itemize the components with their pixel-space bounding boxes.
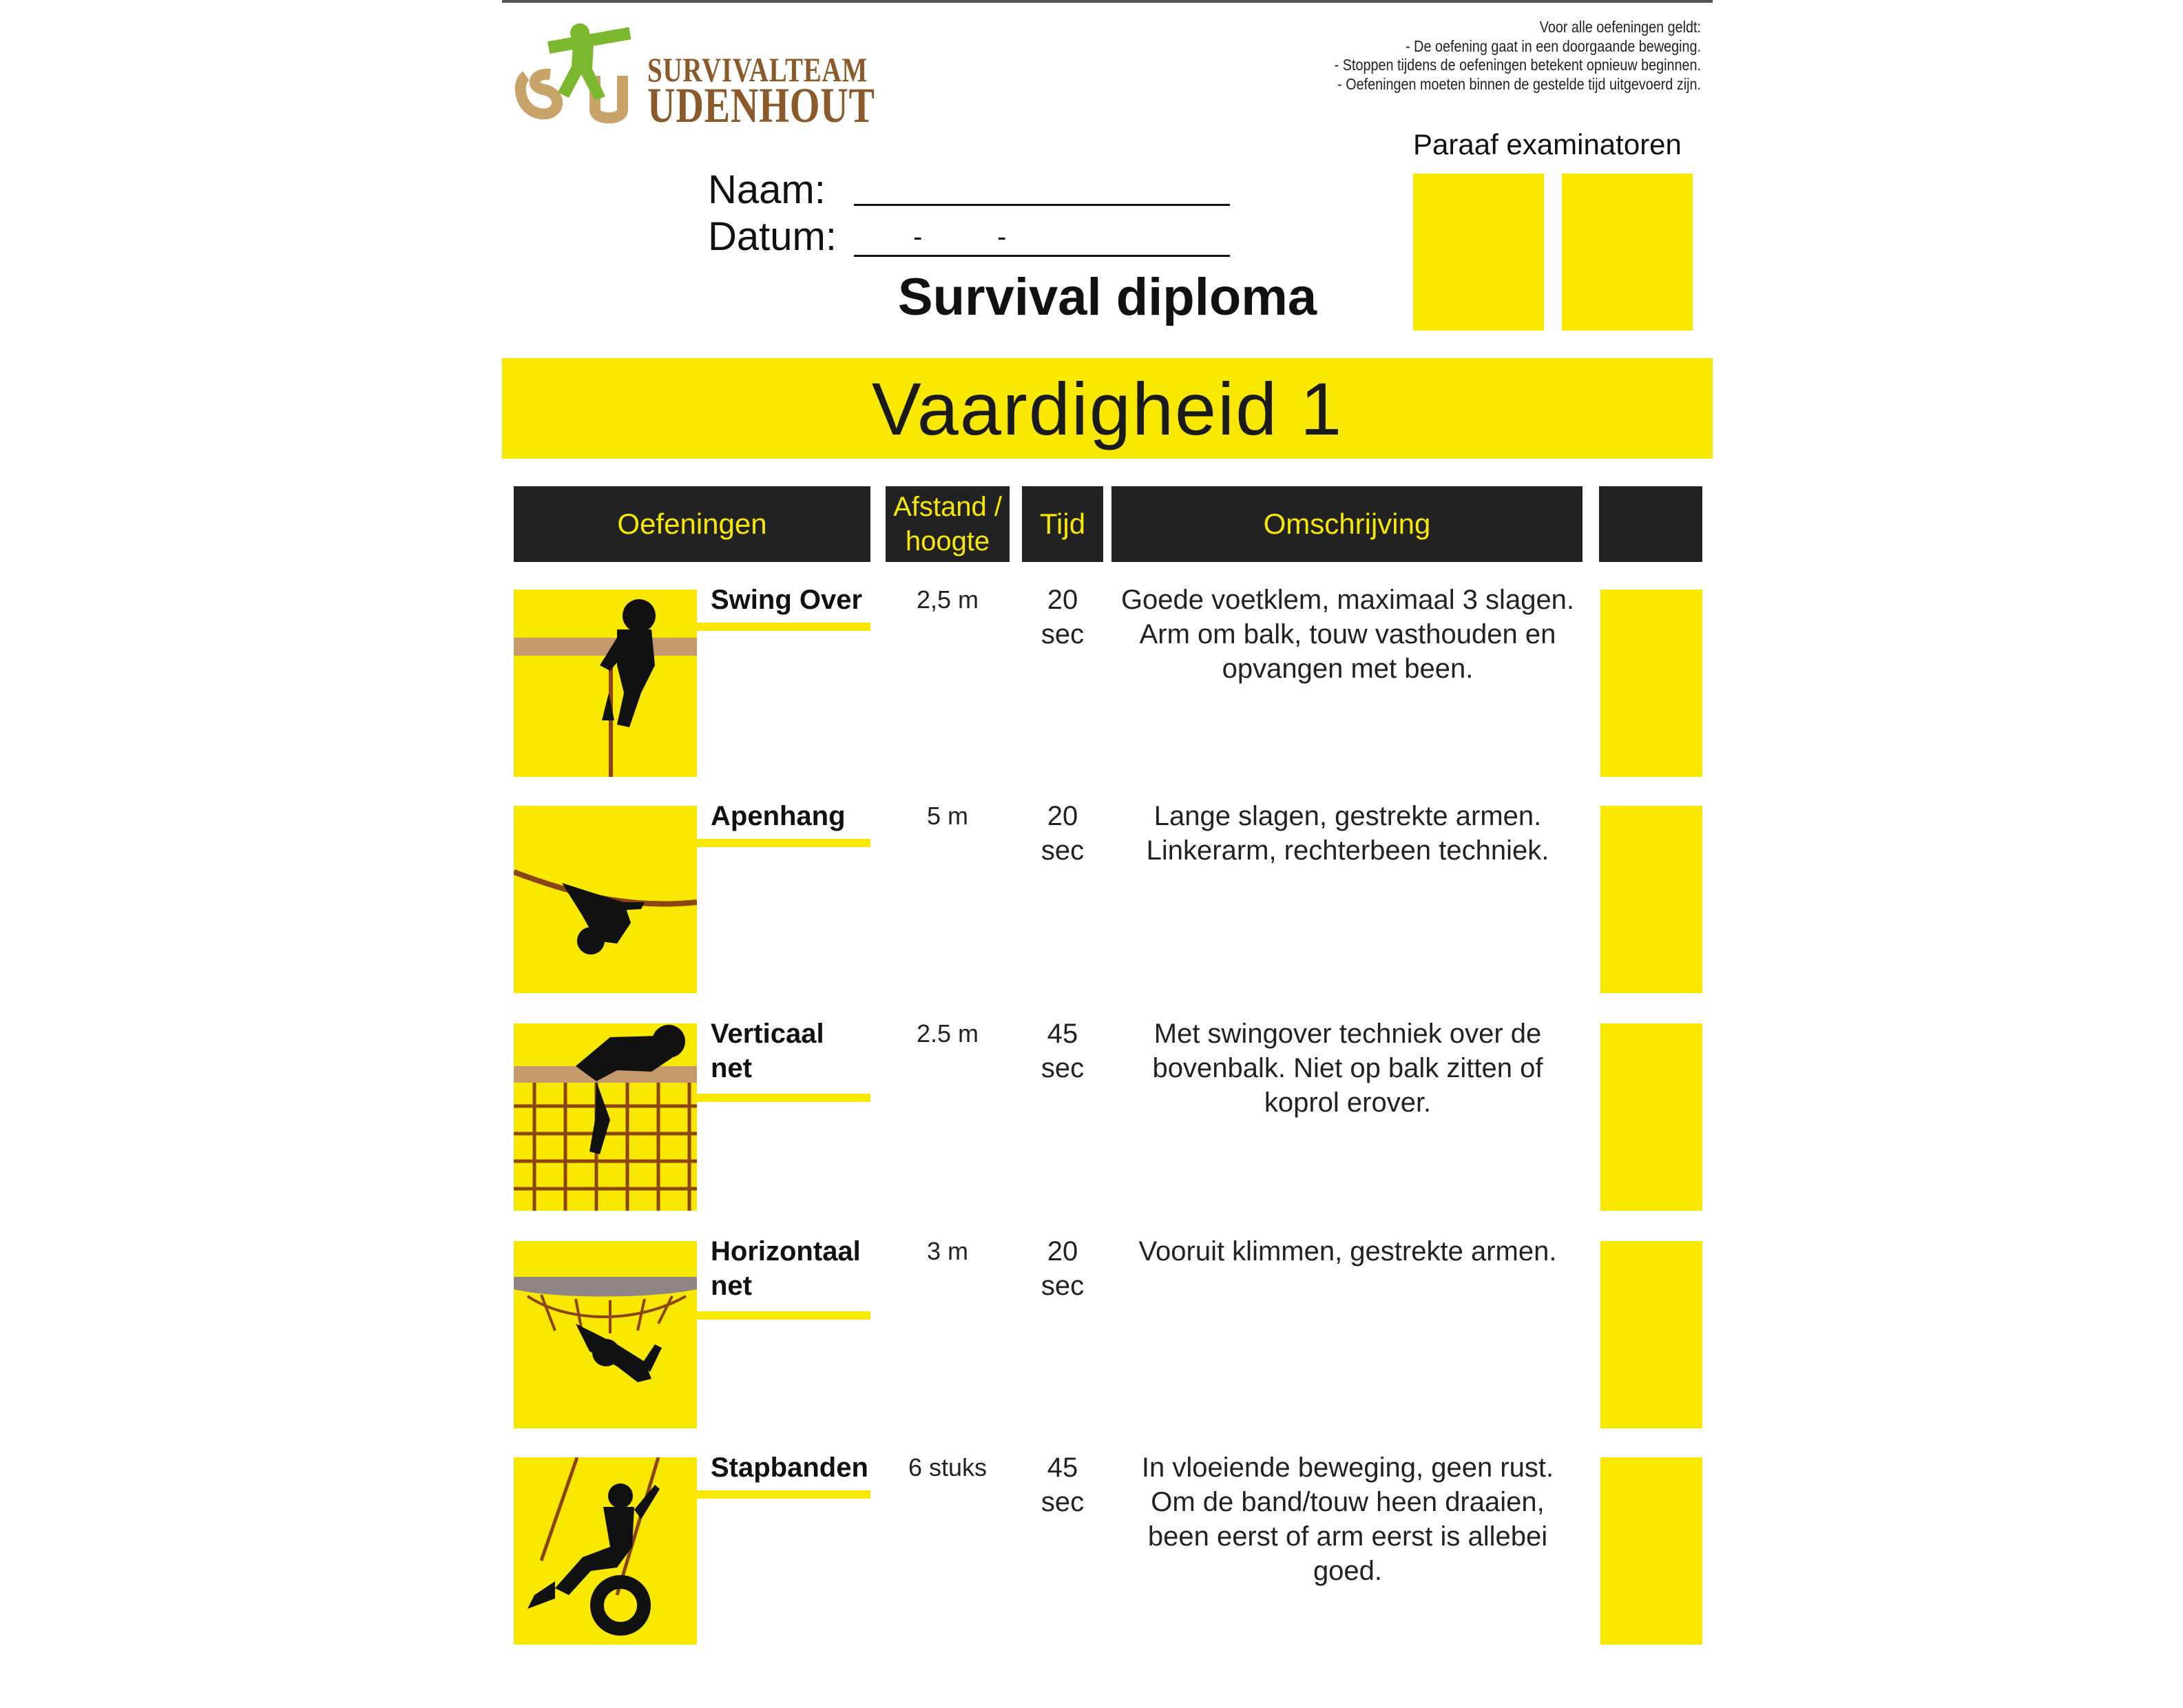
exercise-time-unit: sec [1041, 835, 1085, 866]
column-header-distance: Afstand / hoogte [886, 486, 1010, 562]
skill-title: Vaardigheid 1 [871, 366, 1344, 450]
rules-title: Voor alle oefeningen geldt: [1539, 18, 1701, 36]
exercise-underline [697, 839, 870, 847]
vertical-net-illustration [514, 1023, 697, 1211]
exercise-distance: 5 m [926, 802, 968, 830]
exercise-check-box[interactable] [1600, 1023, 1702, 1211]
examiners-title: Paraaf examinatoren [1413, 128, 1682, 160]
horizontal-net-illustration [514, 1241, 697, 1428]
exercise-name: Horizontaal net [711, 1236, 861, 1301]
exercise-distance: 6 stuks [908, 1453, 988, 1481]
exercise-name: Swing Over [711, 585, 863, 615]
tire-swing-illustration [514, 1457, 697, 1645]
exercise-name: Apenhang [711, 801, 846, 831]
exercise-name: Verticaal net [711, 1019, 824, 1083]
exercise-time-unit: sec [1041, 1053, 1085, 1083]
exercise-check-box[interactable] [1600, 590, 1702, 777]
date-separator: - [997, 222, 1007, 252]
exercise-underline [697, 1490, 870, 1499]
exercise-time-value: 45 [1047, 1452, 1078, 1483]
exercise-distance: 3 m [926, 1237, 968, 1265]
exercise-time-unit: sec [1041, 1487, 1085, 1517]
date-field[interactable] [854, 255, 1230, 257]
general-rules [1116, 18, 1701, 94]
logo-emblem-icon [512, 21, 643, 124]
swing-over-illustration [514, 590, 697, 777]
exercise-check-box[interactable] [1600, 1457, 1702, 1645]
document-title: Survival diploma [897, 268, 1317, 326]
exercise-time-unit: sec [1041, 1271, 1085, 1301]
exercise-time [1022, 583, 1103, 652]
exercise-check-box[interactable] [1600, 1241, 1702, 1428]
logo-line-1: SURVIVALTEAM [647, 50, 868, 89]
exercise-check-box[interactable] [1600, 806, 1702, 993]
exercise-description: In vloeiende beweging, geen rust. Om de band/touw heen draaien, been eerst of arm eerst is allebei goed. [1141, 1452, 1554, 1586]
exercise-time [1022, 1017, 1103, 1085]
vertical-net-icon [514, 1023, 697, 1211]
exercise-description: Goede voetklem, maximaal 3 slagen. Arm om balk, touw vasthouden en opvangen met been. [1120, 585, 1575, 684]
rule-item: - De oefening gaat in een doorgaande beweging. [1406, 37, 1701, 55]
rule-item: - Oefeningen moeten binnen de gestelde tijd uitgevoerd zijn. [1337, 74, 1701, 93]
date-separator: - [913, 222, 923, 252]
exercise-distance: 2.5 m [916, 1019, 979, 1048]
exercise-underline [697, 1311, 870, 1320]
team-logo [512, 21, 875, 133]
date-label: Datum: [708, 214, 837, 259]
column-header-exercises: Oefeningen [514, 486, 870, 562]
rule-item: - Stoppen tijdens de oefeningen betekent opnieuw beginnen. [1334, 56, 1701, 74]
logo-line-2: UDENHOUT [647, 78, 875, 133]
exercise-time [1022, 1234, 1103, 1303]
exercise-time-unit: sec [1041, 619, 1085, 649]
monkey-hang-illustration [514, 806, 697, 993]
top-rule [502, 0, 1713, 3]
exercise-description: Vooruit klimmen, gestrekte armen. [1138, 1236, 1557, 1267]
horizontal-net-icon [514, 1241, 697, 1428]
exercise-underline [697, 1094, 870, 1102]
exercise-name: Stapbanden [711, 1452, 868, 1483]
exercise-time-value: 45 [1047, 1019, 1078, 1049]
exercise-description: Met swingover techniek over de bovenbalk. Niet op balk zitten of koprol erover. [1152, 1019, 1543, 1118]
exercise-distance: 2,5 m [916, 585, 979, 614]
column-header-time: Tijd [1022, 486, 1103, 562]
exercise-time [1022, 799, 1103, 868]
swing-over-icon [514, 590, 697, 777]
exercise-time-value: 20 [1047, 1236, 1078, 1267]
skill-banner [502, 358, 1713, 459]
exercise-time-value: 20 [1047, 801, 1078, 831]
name-label: Naam: [708, 167, 826, 212]
exercise-time [1022, 1450, 1103, 1519]
monkey-hang-icon [514, 806, 697, 993]
exercise-time-value: 20 [1047, 585, 1078, 615]
column-header-check [1599, 486, 1702, 562]
name-field[interactable] [854, 204, 1230, 206]
exercise-underline [697, 623, 870, 631]
tire-swing-icon [514, 1457, 697, 1645]
exercise-description: Lange slagen, gestrekte armen. Linkerarm, rechterbeen techniek. [1146, 801, 1549, 866]
column-header-description: Omschrijving [1111, 486, 1583, 562]
